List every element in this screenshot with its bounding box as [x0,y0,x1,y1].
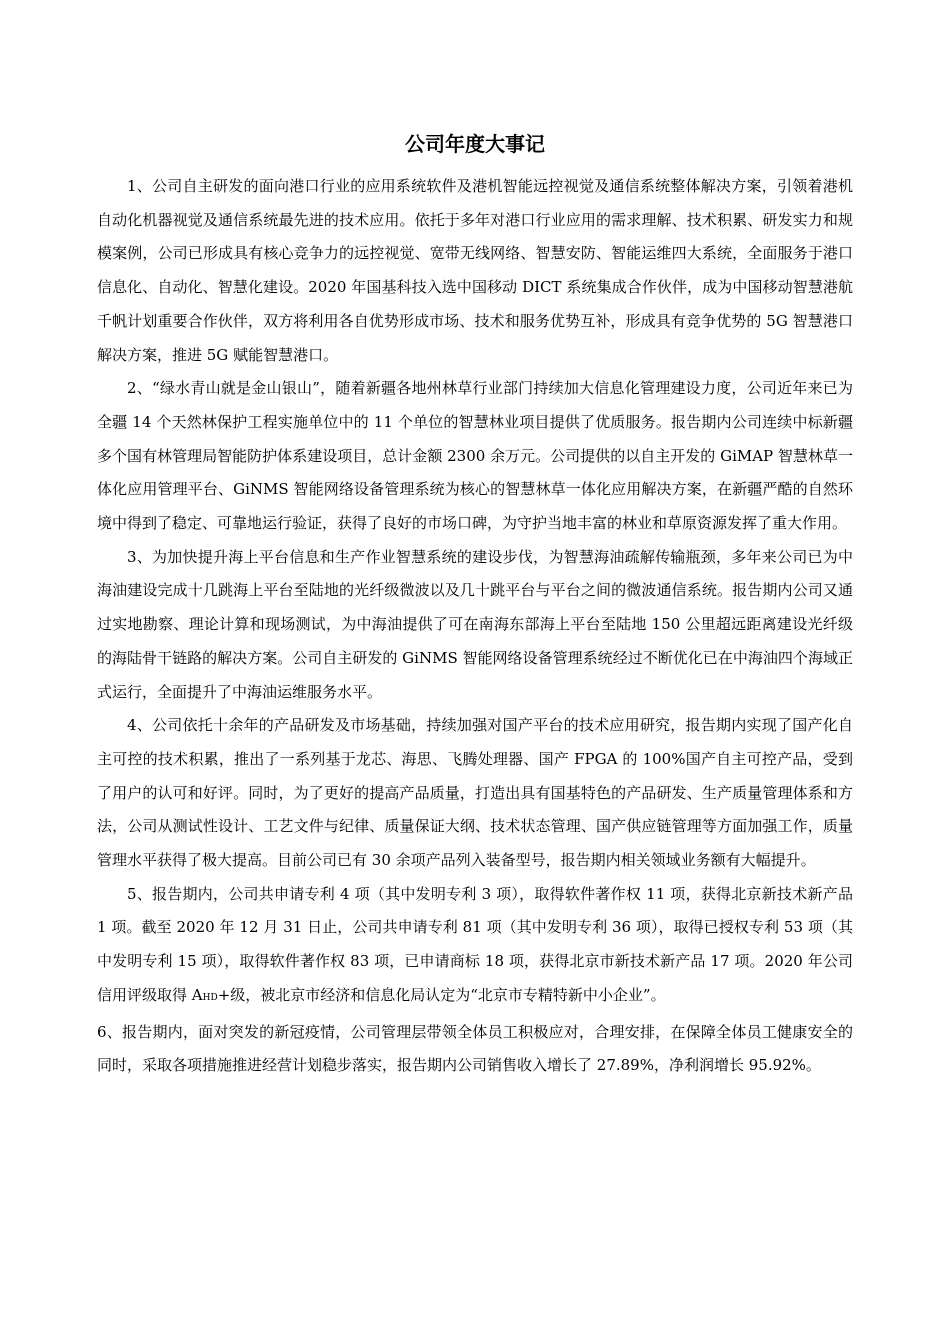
paragraph-4: 4、公司依托十余年的产品研发及市场基础，持续加强对国产平台的技术应用研究，报告期内实现了国产化自主可控的技术积累，推出了一系列基于龙芯、海思、飞腾处理器、国产 FPGA 的 100%国产自主可控产品，受到了用户的认可和好评。同时，为了更好的提高产品质量，打造出具有国基特色的产品研发、生产质量管理体系和方法，公司从测试性设计、工艺文件与纪律、质量保证大纲、技术状态管理、国产供应链管理等方面加强工作，质量管理水平获得了极大提高。目前公司已有 30 余项产品列入装备型号，报告期内相关领域业务额有大幅提升。 [97,716,853,870]
rating-subscript: HD [202,992,218,1003]
page-title: 公司年度大事记 [405,132,545,156]
document-body [97,170,853,1083]
paragraph-5-text-end: +级，被北京市经济和信息化局认定为“北京市专精特新中小企业”。 [217,985,666,1004]
paragraph-2: 2、“绿水青山就是金山银山”，随着新疆各地州林草行业部门持续加大信息化管理建设力度，公司近年来已为全疆 14 个天然林保护工程实施单位中的 11 个单位的智慧林业项目提供了优质服务。报告期内公司连续中标新疆多个国有林管理局智能防护体系建设项目，总计金额 2300 余万元。公司提供的以自主开发的 GiMAP 智慧林草一体化应用管理平台、GiNMS 智能网络设备管理系统为核心的智慧林草一体化应用解决方案，在新疆严酷的自然环境中得到了稳定、可靠地运行验证，获得了良好的市场口碑，为守护当地丰富的林业和草原资源发挥了重大作用。 [97,379,853,533]
paragraph-3: 3、为加快提升海上平台信息和生产作业智慧系统的建设步伐，为智慧海油疏解传输瓶颈，多年来公司已为中海油建设完成十几跳海上平台至陆地的光纤级微波以及几十跳平台与平台之间的微波通信系统。报告期内公司又通过实地勘察、理论计算和现场测试，为中海油提供了可在南海东部海上平台至陆地 150 公里超远距离建设光纤级的海陆骨干链路的解决方案。公司自主研发的 GiNMS 智能网络设备管理系统经过不断优化已在中海油四个海域正式运行，全面提升了中海油运维服务水平。 [97,547,853,701]
paragraph-5-text: 5、报告期内，公司共申请专利 4 项（其中发明专利 3 项），取得软件著作权 11 项，获得北京新技术新产品 1 项。截至 2020 年 12 月 31 日止，公司共申请专利 81 项（其中发明专利 36 项），取得已授权专利 53 项（其中发明专利 15 项），取得软件著作权 83 项，已申请商标 18 项，获得北京市新技术新产品 17 项。2020 年公司信用评级取得 A [97,884,853,1004]
paragraph-1: 1、公司自主研发的面向港口行业的应用系统软件及港机智能远控视觉及通信系统整体解决方案，引领着港机自动化机器视觉及通信系统最先进的技术应用。依托于多年对港口行业应用的需求理解、技术积累、研发实力和规模案例，公司已形成具有核心竞争力的远控视觉、宽带无线网络、智慧安防、智能运维四大系统，全面服务于港口信息化、自动化、智慧化建设。2020 年国基科技入选中国移动 DICT 系统集成合作伙伴，成为中国移动智慧港航千帆计划重要合作伙伴，双方将利用各自优势形成市场、技术和服务优势互补，形成具有竞争优势的 5G 智慧港口解决方案，推进 5G 赋能智慧港口。 [97,177,853,364]
paragraph-5 [97,878,853,1016]
paragraph-6: 6、报告期内，面对突发的新冠疫情，公司管理层带领全体员工积极应对，合理安排，在保障全体员工健康安全的同时，采取各项措施推进经营计划稳步落实，报告期内公司销售收入增长了 27.89%，净利润增长 95.92%。 [97,1022,853,1075]
